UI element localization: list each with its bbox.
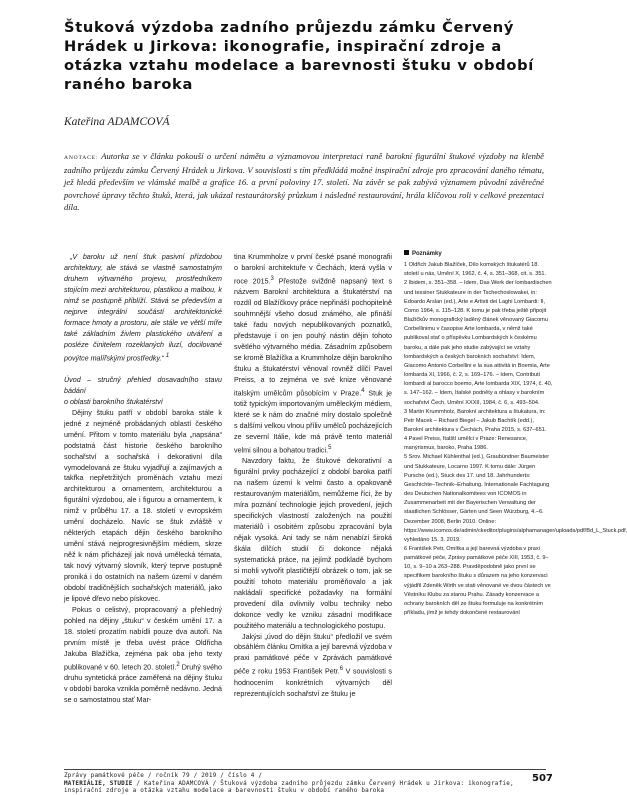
section-heading-line-1: Úvod – stručný přehled dosavadního stavu bádání: [64, 375, 222, 395]
opening-quote: „V baroku už není štuk pasivní přízdobou architektury, ale stává se vlastně samostatným druhem výtvarného projevu, prostředníkem stojícím mezi architekturou, plastikou a malbou, k nimž se postupně přiblíží. Stává se především a nejprve integrální součástí architektonické formace hmoty a prostoru, ale stále ve větší míře také základním živlem plastického utváření a posléze činitelem rozeklaných iluzí, docilované povýtce malířskými prostředky.“ $^1$: [64, 253, 222, 362]
footer-rule: [64, 769, 546, 770]
note-ref-5[interactable]: 5: [328, 444, 332, 451]
footnote: 1 Oldřich Jakub Blažíček, Dílo komských štukatérů 18. století u nás, Umění X, 1962, č. 4, s. 351–368, cit. s. 351.: [404, 262, 547, 278]
abstract-text: Autorka se v článku pokouší o určení námětu a významovou interpretaci raně barokní figurální štukové výzdoby na klenbě zadního průjezdu zámku Červený Hrádek u Jirkova. V souvislosti s tím předkládá možné inspirační zdroje pro zpracování daného tématu, jež hledá především ve vlámské malbě a grafice 16. a první poloviny 17. století. Na závěr se pak zabývá významem původní závěrečné povrchové úpravy těchto štuků, která, jak ukázal restaurátorský průzkum i následné restaurování, hrála klíčovou roli v celkové prezentaci díla.: [64, 151, 544, 212]
article-title: Štuková výzdoba zadního průjezdu zámku Červený Hrádek u Jirkova: ikonografie, inspirační zdroje a otázka vztahu modelace a barevnosti štuku v období raného baroka: [64, 19, 534, 93]
footnote: 3 Martin Krummholz, Barokní architektura a štukatura, in: Petr Macek – Richard Biegel – Jakub Bachtík (edd.), Barokní architektura v Čechách, Praha 2015, s. 637–651.: [404, 408, 547, 433]
section-heading-line-2: o oblasti barokního štukatérství: [64, 397, 163, 406]
page-footer: [64, 772, 534, 795]
paragraph: tina Krummholze v první české psané monografii o barokní architektuře v Čechách, která vyšla v roce 2015.$^3$ Přestože sviždně napsaný text s názvem Barokní architektura a štukatérství na rozdíl od Blažíčkovy práce nepřináší pochopitelně souhrnnější všeho dosud známého, ale přináší také řadu nových nepublikovaných poznatků, představuje i on jen pouhý nástin dějin tohoto světlého výtvarného média. Zásadním způsobem se kromě Blažíčka a Krummholze dějin barokního štuku a štukatérství věnoval rovněž dílčí Pavel Preiss, a to zejména ve své knize věnované italským umělcům působícím v Praze.$^4$ Stuk je totiž typickým importovaným uměleckým médiem, které se k nám do značné míry dostalo společně s dalšími velkou vlnou příliv umělců pocházejících ze severní Itálie, kde má právě tento materiál velmi silnou a bohatou tradici.$^5$: [234, 253, 393, 455]
running-title: Kateřina ADAMCOVÁ / Štuková výzdoba zadního průjezdu zámku Červený Hrádek u Jirkova: ikonografie, inspirační zdroje a otázka vztahu modelace a barevnosti štuku v období raného baroka: [64, 779, 514, 795]
paragraph: Dějiny štuku patří v období baroka stále k jedné z nejméně probádaných oblastí českého umění. Přitom v tomto materiálu byla „napsána“ podstatná část historie českého barokního sochařství a sochařská i dekorativní díla vymodelovaná ze štuku vyjadřují a zajímavých a takřka nepřetržitých proměnách vztahu mezi architekturou a ornamentem, architekturou a figurální výzdobou, ale i figurou a ornamentem, k nimž v průběhu 17. a 18. století v evropském umění docházelo. Navíc se štuk zvláště v některých etapách dějin českého barokního umění stává nejprogresivnějším médiem, skrze něž k nám přicházejí jak nová umělecká témata, tak nový výtvarný slovník, který teprve postupně proniká i do ostatních na našem území v daném období tradičnějších sochařských materiálů, jako je lipové dřevo nebo pískovec.: [64, 408, 222, 603]
paragraph: Jakýsi „úvod do dějin štuku“ předložil ve svém obsáhlém článku Omítka a její barevná výzdoba v praxi památkové péče v Zprávách památkové péče z roku 1953 František Petr.$^6$ V souvislosti s hodnocením konkrétních výtvarných děl reprezentujících sochařství ze štuku je: [234, 632, 392, 698]
running-head: MATERIÁLIE, STUDIE / Kateřina ADAMCOVÁ / Štuková výzdoba zadního průjezdu zámku Červený Hrádek u Jirkova: ikonografie, inspirační zdroje a otázka vztahu modelace a barevnosti štuku v období raného baroka: [64, 779, 514, 795]
section-heading: [64, 375, 222, 408]
column-1: [64, 252, 222, 706]
footnote: 5 Srov. Michael Kühlenthal (ed.), Graubündner Baumeister und Stukkateure, Locarno 1997. K tomu dále: Jürgen Pursche (ed.), Stuck des 17. und 18. Jahrhunderts: Geschichte–Technik–Erhaltung. Internationale Fachtagung des Deutschen Nationalkomitees von ICOMOS in Zusammenarbeit mit der Bayerischen Verwaltung der staatlichen Schlösser, Gärten und Seen Würzburg, 4.–6. Dezember 2008, Berlin 2010. Online: https://www.icomos.de/admin/ckeditor/plugins/alphamanager/uploads/pdf/Bd_L_Stuck.pdf, vyhledáno 15. 3. 2019.: [404, 454, 627, 543]
footnote: 2 Ibidem, s. 351–358. – Idem, Das Werk der lombardischen und tessiner Stukkateure in der Tschechoslowakei, in: Edoardo Arslan (ed.), Arte e Artisti dei Laghi Lombardi: II, Como 1964, s. 115–128. K tomu je pak třeba ještě připojit Blažíčkův monografický laděný článek věnovaný Giacomu Corbellinimu v časopise Arte lombarda, v němž také publikoval stať o příspěvku Lombardských k českému baroku, a dále pak jeho studie zabývající se vztahy lombardských a českých barokních sochařství: Idem, Giacomo Antonio Corbellini e la sua attività in Boemia, Arte lombarda XI, 1966, č. 2, s. 169–176. – Idem, Contributi lombardi al barocco boemo, Arte lombarda XIX, 1974, č. 40, s. 147–162. – Idem, Italské podněty a ohlasy v barokním sochařství Čech, Umění XXXII, 1984, č. 6, s. 493–504.: [404, 280, 553, 406]
abstract-label: ANOTACE:: [64, 155, 99, 161]
note-ref-3[interactable]: 3: [270, 275, 274, 282]
section-name: MATERIÁLIE, STUDIE: [64, 779, 133, 787]
journal-info: Zprávy památkové péče / ročník 79 / 2019 / číslo 4 /: [64, 772, 263, 779]
footnotes: [404, 250, 627, 618]
square-bullet-icon: [404, 250, 409, 255]
page-number: 507: [532, 773, 553, 784]
note-ref-1[interactable]: 1: [165, 352, 170, 359]
abstract: [64, 150, 544, 213]
note-ref-4[interactable]: 4: [361, 387, 365, 394]
column-2: [234, 252, 392, 700]
footnote: 4 Pavel Preiss, Italští umělci v Praze: Renesance, manýrismus, baroko, Praha 1986.: [404, 436, 528, 452]
paragraph: Pokus o celistvý, propracovaný a přehledný pohled na dějiny „štuku“ v českém umění 17. a 18. století prozatím nabídli pouze dva autoři. Na prvním místě je třeba uvést práce Oldřicha Jakuba Blažíčka, zejména pak oba jeho texty publikované v 60. letech 20. století.$^2$ Druhý svého druhu syntetická práce zaměřená na dějiny štuku v období baroka vznikla poměrně nedávno. Jedná se o samostatnou stať Mar-: [64, 605, 223, 704]
notes-heading: Poznámky: [404, 250, 554, 259]
footnote: 6 František Petr, Omítka a její barevná výzdoba v praxi památkové péče, Zprávy památkové péče XIII, 1953, č. 9–10, s. 9–10 a 263–288. Pravděpodobně jako první se specifikem barokního štuku s důrazem na jeho konzervaci výjádřil Zdeněk Wirth ve stati věnované ve dvou částech ve Věstníku Klubu za starou Prahu. Zásady konzervace a ochrany barokních děl ze štuku formuluje na konkrétním příkladu, jímž je tehdy dokončené restaurování: [404, 546, 551, 617]
article-author: Kateřina ADAMCOVÁ: [64, 116, 170, 128]
paragraph: Navzdory faktu, že štukové dekorativní a figurální prvky pocházející z období baroka patří na našem území k velmi často a opakovaně restaurovaným materiálům, nemůžeme říci, že by míra poznání technologie jejich provedení, jejich specifických vlastností založených na použití materiálů i osobitém způsobu zpracování byla nějak vysoká. Ani tady se nám nenabízí široká škála dílčích studií či dokonce nějaká systematická práce, na jejímž podkladě bychom si mohli vytvořit plastičtější obrázek o tom, jak se použití tohoto materiálu proměňovalo a jak nakládali specifické požadavky na formální provedení díla ovlivnily volbu techniky nebo dokonce vedly ke vzniku zásadní modifikace použitého materiálu a technologického postupu.: [234, 457, 392, 630]
note-ref-6[interactable]: 6: [339, 666, 344, 673]
note-ref-2[interactable]: 2: [176, 661, 180, 668]
